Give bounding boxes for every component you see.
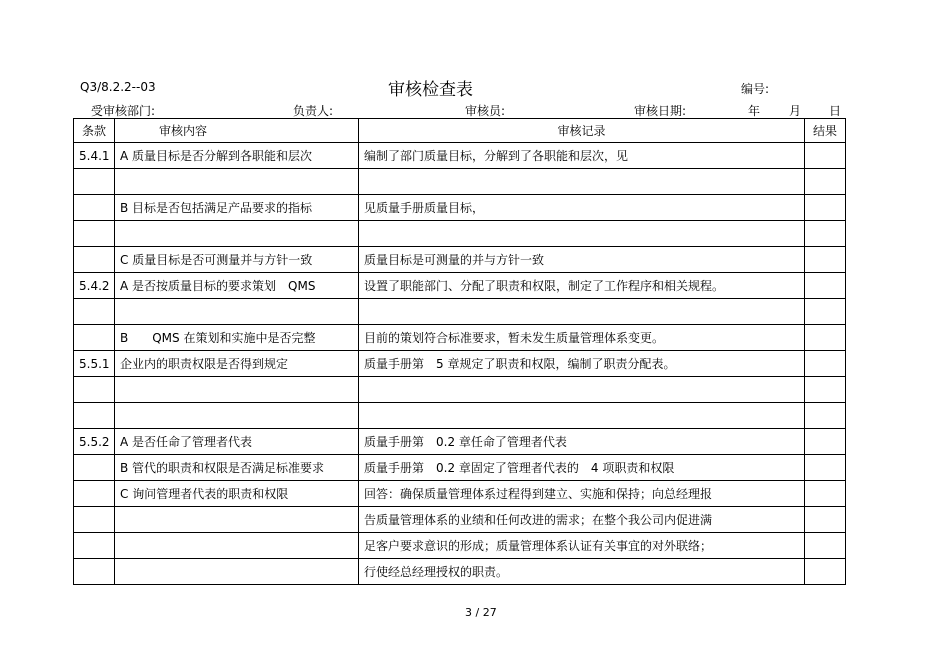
row-record [359,403,805,429]
table-row [74,221,846,247]
row-result [805,143,846,169]
row-record: 见质量手册质量目标， [359,195,805,221]
page-title: 审核检查表 [388,80,473,100]
table-row [74,247,846,273]
page-total: 27 [482,606,497,619]
page-indicator [465,606,497,619]
row-result [805,299,846,325]
row-clause [74,299,115,325]
column-header-content: 审核内容 [115,119,359,143]
row-result [805,351,846,377]
row-result [805,273,846,299]
row-result [805,169,846,195]
auditor-label: 审核员: [465,104,506,118]
table-row [74,559,846,585]
row-result [805,455,846,481]
row-content: B QMS 在策划和实施中是否完整 [115,325,359,351]
row-clause: 5.4.1 [74,143,115,169]
date-month: 月 [789,104,802,118]
row-clause [74,247,115,273]
audit-date-label: 审核日期: [634,104,687,118]
row-content [115,533,359,559]
table-row [74,325,846,351]
row-content: A 质量目标是否分解到各职能和层次 [115,143,359,169]
row-result [805,403,846,429]
row-content [115,169,359,195]
row-record [359,221,805,247]
row-record: 告质量管理体系的业绩和任何改进的需求；在整个我公司内促进满 [359,507,805,533]
row-result [805,247,846,273]
row-record [359,299,805,325]
row-result [805,429,846,455]
row-record: 目前的策划符合标准要求，暂未发生质量管理体系变更。 [359,325,805,351]
table-row [74,195,846,221]
table-row [74,273,846,299]
row-record [359,377,805,403]
row-result [805,195,846,221]
table-row [74,429,846,455]
row-record: 质量手册第 0.2 章固定了管理者代表的 4 项职责和权限 [359,455,805,481]
row-clause [74,195,115,221]
row-clause: 5.4.2 [74,273,115,299]
row-content: C 质量目标是否可测量并与方针一致 [115,247,359,273]
row-content [115,507,359,533]
row-content: A 是否任命了管理者代表 [115,429,359,455]
table-header-row [74,119,846,143]
row-clause [74,377,115,403]
table-row [74,507,846,533]
audit-checklist-table [73,118,846,585]
page-separator: / [475,606,480,619]
row-content [115,221,359,247]
row-content: B 目标是否包括满足产品要求的指标 [115,195,359,221]
row-clause [74,325,115,351]
column-header-result: 结果 [805,119,846,143]
row-clause [74,169,115,195]
row-result [805,325,846,351]
row-clause [74,455,115,481]
row-record: 设置了职能部门、分配了职责和权限，制定了工作程序和相关规程。 [359,273,805,299]
column-header-clause: 条款 [74,119,115,143]
table-row [74,533,846,559]
row-clause [74,559,115,585]
row-content [115,403,359,429]
table-row [74,351,846,377]
row-clause [74,533,115,559]
row-record: 质量手册第 0.2 章任命了管理者代表 [359,429,805,455]
row-clause [74,507,115,533]
row-record [359,169,805,195]
date-day: 日 [829,104,842,118]
serial-label: 编号: [741,82,770,96]
row-clause [74,403,115,429]
audited-dept-label: 受审核部门: [91,104,156,118]
row-content: 企业内的职责权限是否得到规定 [115,351,359,377]
row-record: 足客户要求意识的形成；质量管理体系认证有关事宜的对外联络； [359,533,805,559]
table-row [74,169,846,195]
table-row [74,403,846,429]
row-result [805,533,846,559]
row-content [115,299,359,325]
row-record: 质量目标是可测量的并与方针一致 [359,247,805,273]
row-result [805,377,846,403]
row-content: B 管代的职责和权限是否满足标准要求 [115,455,359,481]
table-row [74,143,846,169]
row-record: 质量手册第 5 章规定了职责和权限，编制了职责分配表。 [359,351,805,377]
row-content [115,377,359,403]
row-record: 编制了部门质量目标，分解到了各职能和层次，见 [359,143,805,169]
doc-code: Q3/8.2.2--03 [80,80,156,94]
table-row [74,455,846,481]
row-clause [74,221,115,247]
row-result [805,559,846,585]
row-clause [74,481,115,507]
table-row [74,299,846,325]
row-content [115,559,359,585]
row-clause: 5.5.2 [74,429,115,455]
responsible-label: 负责人: [293,104,334,118]
row-content: A 是否按质量目标的要求策划 QMS [115,273,359,299]
row-record: 行使经总经理授权的职责。 [359,559,805,585]
row-result [805,221,846,247]
page-number: 3 [465,606,472,619]
row-content: C 询问管理者代表的职责和权限 [115,481,359,507]
row-record: 回答：确保质量管理体系过程得到建立、实施和保持；向总经理报 [359,481,805,507]
row-clause: 5.5.1 [74,351,115,377]
table-row [74,377,846,403]
date-year: 年 [748,104,761,118]
row-result [805,481,846,507]
column-header-record: 审核记录 [359,119,805,143]
table-row [74,481,846,507]
row-result [805,507,846,533]
